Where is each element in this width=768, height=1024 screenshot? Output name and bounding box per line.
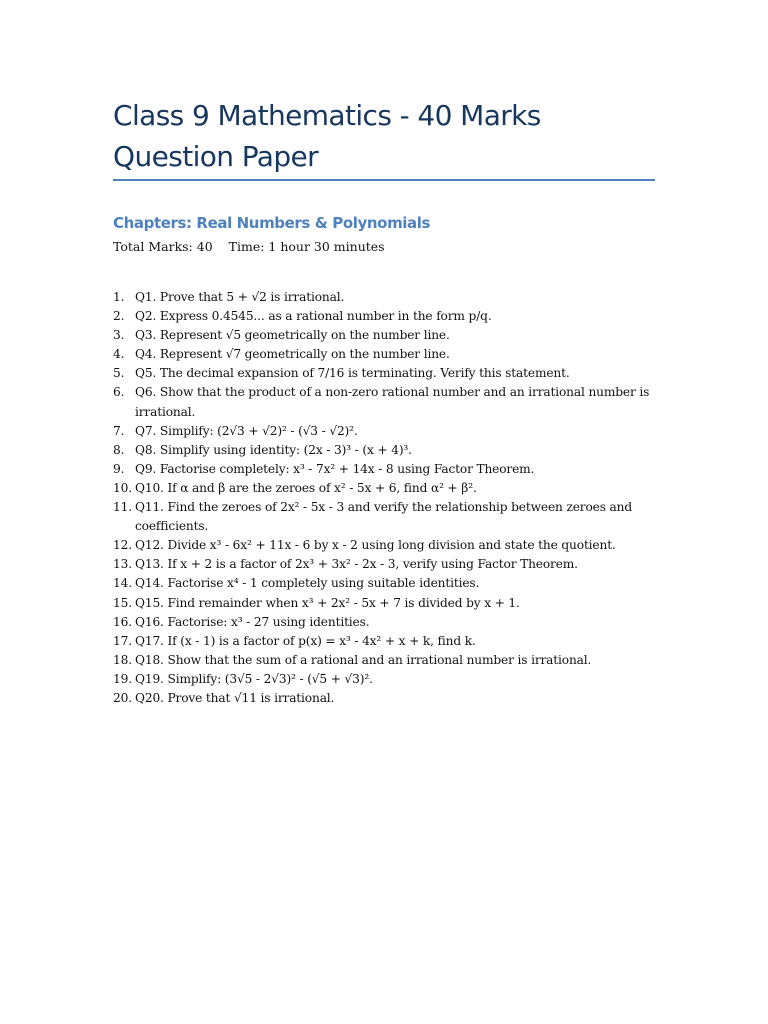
list-item: [113, 670, 658, 689]
list-item: [113, 307, 658, 326]
question-text: Q19. Simplify: (3√5 - 2√3)² - (√5 + √3)².: [135, 671, 373, 686]
question-text: Q2. Express 0.4545... as a rational number in the form p/q.: [135, 309, 492, 324]
question-text: Q7. Simplify: (2√3 + √2)² - (√3 - √2)².: [135, 423, 358, 438]
list-item: [113, 536, 658, 555]
list-item: [113, 574, 658, 593]
question-text: Q4. Represent √7 geometrically on the number line.: [135, 347, 450, 362]
question-text: Q17. If (x - 1) is a factor of p(x) = x³ - 4x² + x + k, find k.: [135, 633, 476, 648]
total-marks: Total Marks: 40: [113, 239, 213, 254]
list-item: [113, 364, 658, 383]
title-divider: [113, 179, 655, 181]
chapters-heading: Chapters: Real Numbers & Polynomials: [113, 214, 431, 232]
question-text: Q14. Factorise x⁴ - 1 completely using suitable identities.: [135, 576, 480, 591]
question-number: 8.: [113, 442, 125, 457]
list-item: [113, 441, 658, 460]
question-number: 5.: [113, 366, 125, 381]
question-number: 9.: [113, 461, 125, 476]
question-number: 2.: [113, 309, 125, 324]
question-list: [113, 288, 658, 708]
question-number: 14.: [113, 576, 132, 591]
list-item: [113, 460, 658, 479]
question-text: Q10. If α and β are the zeroes of x² - 5x + 6, find α² + β².: [135, 480, 477, 495]
question-text: Q11. Find the zeroes of 2x² - 5x - 3 and verify the relationship between zeroes and coefficients.: [135, 500, 632, 534]
list-item: [113, 689, 658, 708]
question-number: 6.: [113, 385, 125, 400]
question-text: Q8. Simplify using identity: (2x - 3)³ - (x + 4)³.: [135, 442, 412, 457]
question-text: Q9. Factorise completely: x³ - 7x² + 14x - 8 using Factor Theorem.: [135, 461, 535, 476]
list-item: [113, 555, 658, 574]
question-number: 16.: [113, 614, 132, 629]
question-number: 18.: [113, 652, 132, 667]
question-text: Q5. The decimal expansion of 7/16 is terminating. Verify this statement.: [135, 366, 570, 381]
question-number: 3.: [113, 328, 125, 343]
list-item: [113, 383, 658, 421]
list-item: [113, 345, 658, 364]
question-text: Q15. Find remainder when x³ + 2x² - 5x + 7 is divided by x + 1.: [135, 595, 520, 610]
list-item: [113, 422, 658, 441]
question-number: 17.: [113, 633, 132, 648]
question-number: 12.: [113, 538, 132, 553]
question-text: Q1. Prove that 5 + √2 is irrational.: [135, 290, 345, 304]
question-number: 19.: [113, 671, 132, 686]
question-text: Q12. Divide x³ - 6x² + 11x - 6 by x - 2 using long division and state the quotient.: [135, 538, 616, 553]
question-text: Q3. Represent √5 geometrically on the number line.: [135, 328, 450, 343]
question-number: 20.: [113, 690, 132, 705]
question-number: 15.: [113, 595, 132, 610]
question-text: Q6. Show that the product of a non-zero rational number and an irrational number is irrational.: [135, 385, 650, 419]
question-number: 10.: [113, 480, 132, 495]
question-number: 7.: [113, 423, 125, 438]
list-item: [113, 326, 658, 345]
question-text: Q20. Prove that √11 is irrational.: [135, 690, 335, 705]
question-text: Q16. Factorise: x³ - 27 using identities.: [135, 614, 370, 629]
page-title: Class 9 Mathematics - 40 Marks Question Paper: [113, 99, 541, 173]
question-text: Q18. Show that the sum of a rational and an irrational number is irrational.: [135, 652, 592, 667]
list-item: [113, 632, 658, 651]
list-item: [113, 479, 658, 498]
question-number: 4.: [113, 347, 125, 362]
list-item: [113, 288, 658, 307]
list-item: [113, 651, 658, 670]
question-text: Q13. If x + 2 is a factor of 2x³ + 3x² - 2x - 3, verify using Factor Theorem.: [135, 557, 578, 572]
list-item: [113, 498, 658, 536]
time-allowed: Time: 1 hour 30 minutes: [228, 239, 385, 254]
list-item: [113, 594, 658, 613]
question-number: 11.: [113, 500, 132, 515]
question-number: 13.: [113, 557, 132, 572]
exam-info: [113, 238, 385, 256]
list-item: [113, 613, 658, 632]
question-number: 1.: [113, 290, 125, 304]
